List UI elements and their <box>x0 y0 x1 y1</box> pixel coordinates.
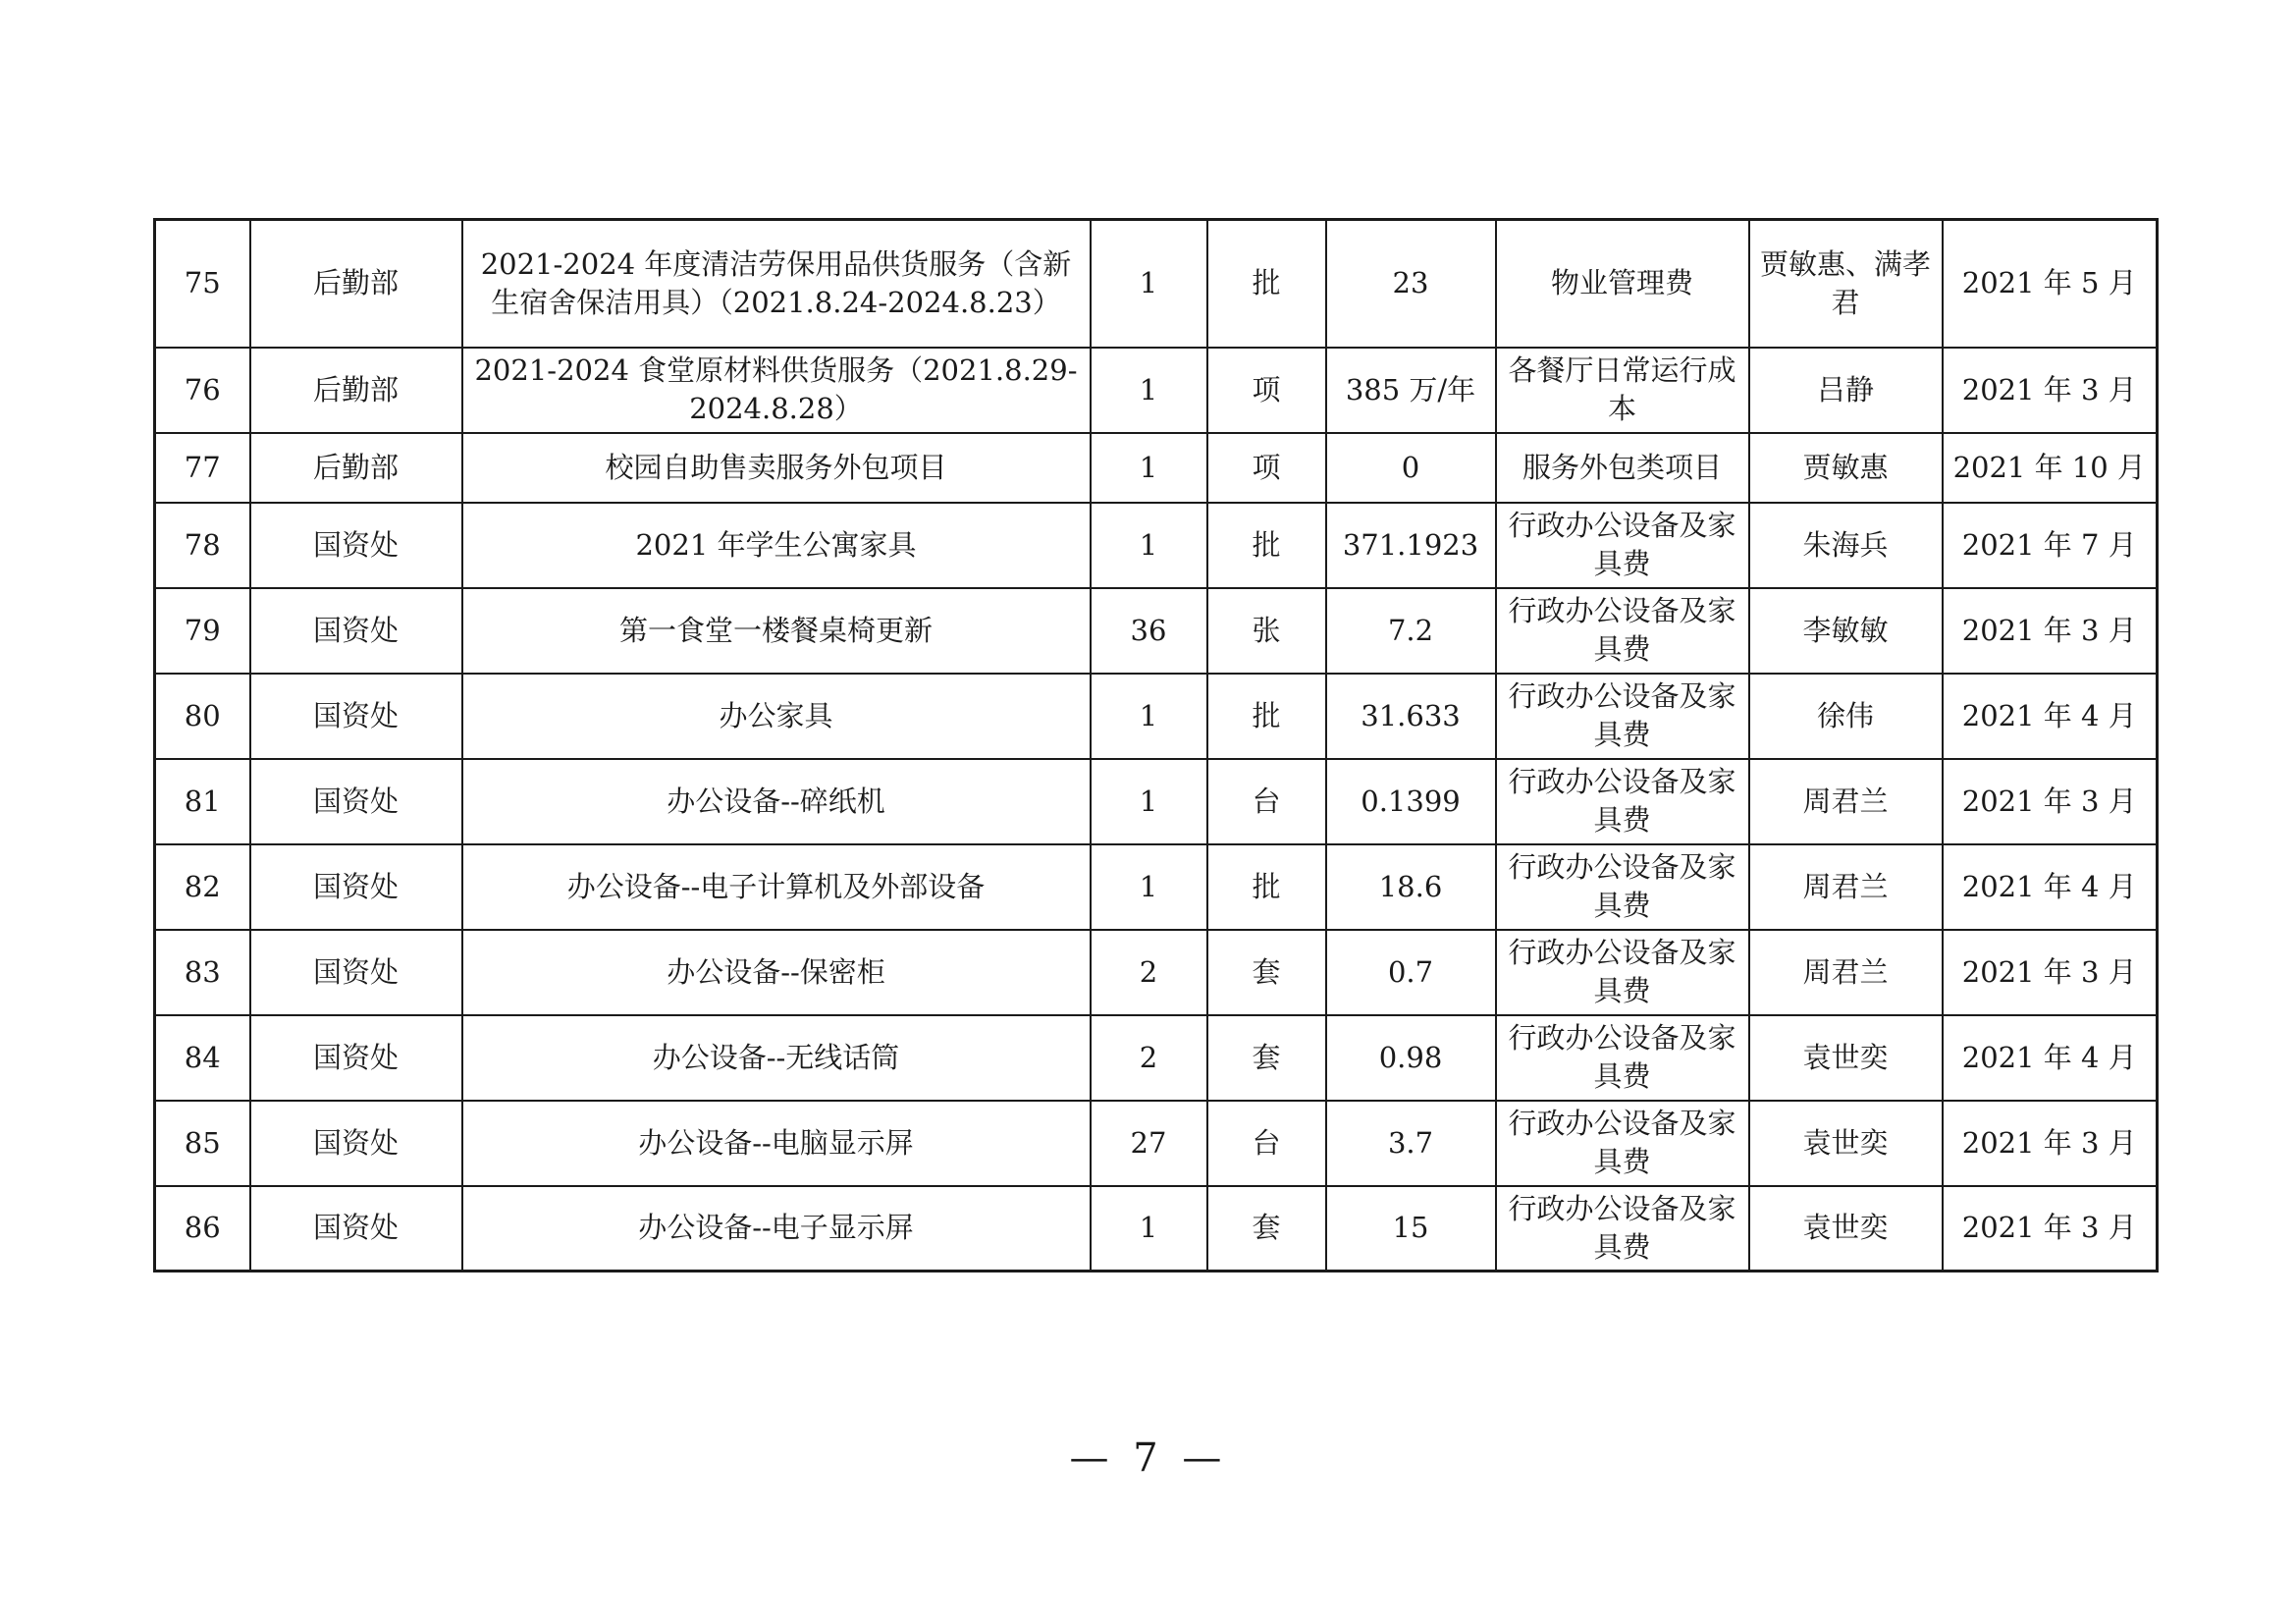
amount: 15 <box>1326 1186 1496 1272</box>
quantity: 1 <box>1091 674 1207 759</box>
row-number: 79 <box>155 588 250 674</box>
planned-date: 2021 年 4 月 <box>1943 674 2158 759</box>
unit: 张 <box>1207 588 1326 674</box>
unit: 项 <box>1207 433 1326 503</box>
planned-date: 2021 年 3 月 <box>1943 1101 2158 1186</box>
row-number: 82 <box>155 844 250 930</box>
department: 后勤部 <box>250 433 462 503</box>
department: 国资处 <box>250 1186 462 1272</box>
amount: 0.1399 <box>1326 759 1496 844</box>
planned-date: 2021 年 3 月 <box>1943 930 2158 1015</box>
funding-category: 行政办公设备及家具费 <box>1496 844 1749 930</box>
amount: 385 万/年 <box>1326 348 1496 433</box>
quantity: 1 <box>1091 759 1207 844</box>
contact-person: 袁世奕 <box>1749 1186 1943 1272</box>
department: 后勤部 <box>250 348 462 433</box>
quantity: 1 <box>1091 1186 1207 1272</box>
table-row <box>155 588 2158 674</box>
table-body <box>155 220 2158 1272</box>
planned-date: 2021 年 7 月 <box>1943 503 2158 588</box>
amount: 0 <box>1326 433 1496 503</box>
row-number: 81 <box>155 759 250 844</box>
funding-category: 行政办公设备及家具费 <box>1496 1101 1749 1186</box>
table-row <box>155 348 2158 433</box>
department: 国资处 <box>250 674 462 759</box>
funding-category: 行政办公设备及家具费 <box>1496 1015 1749 1101</box>
amount: 7.2 <box>1326 588 1496 674</box>
unit: 批 <box>1207 503 1326 588</box>
planned-date: 2021 年 4 月 <box>1943 844 2158 930</box>
table-row <box>155 433 2158 503</box>
table-row <box>155 503 2158 588</box>
department: 国资处 <box>250 503 462 588</box>
table-row <box>155 220 2158 348</box>
planned-date: 2021 年 3 月 <box>1943 348 2158 433</box>
table-row <box>155 759 2158 844</box>
project-name: 办公设备--电子显示屏 <box>462 1186 1091 1272</box>
table-row <box>155 674 2158 759</box>
department: 国资处 <box>250 1015 462 1101</box>
contact-person: 周君兰 <box>1749 759 1943 844</box>
project-name: 2021 年学生公寓家具 <box>462 503 1091 588</box>
table-row <box>155 1186 2158 1272</box>
quantity: 27 <box>1091 1101 1207 1186</box>
amount: 3.7 <box>1326 1101 1496 1186</box>
row-number: 78 <box>155 503 250 588</box>
quantity: 2 <box>1091 930 1207 1015</box>
unit: 批 <box>1207 844 1326 930</box>
quantity: 2 <box>1091 1015 1207 1101</box>
unit: 台 <box>1207 1101 1326 1186</box>
contact-person: 袁世奕 <box>1749 1015 1943 1101</box>
planned-date: 2021 年 3 月 <box>1943 588 2158 674</box>
planned-date: 2021 年 4 月 <box>1943 1015 2158 1101</box>
funding-category: 行政办公设备及家具费 <box>1496 759 1749 844</box>
department: 国资处 <box>250 844 462 930</box>
row-number: 77 <box>155 433 250 503</box>
row-number: 86 <box>155 1186 250 1272</box>
department: 国资处 <box>250 759 462 844</box>
project-name: 办公家具 <box>462 674 1091 759</box>
department: 国资处 <box>250 588 462 674</box>
department: 国资处 <box>250 930 462 1015</box>
funding-category: 行政办公设备及家具费 <box>1496 930 1749 1015</box>
project-name: 办公设备--保密柜 <box>462 930 1091 1015</box>
project-name: 校园自助售卖服务外包项目 <box>462 433 1091 503</box>
contact-person: 朱海兵 <box>1749 503 1943 588</box>
unit: 套 <box>1207 930 1326 1015</box>
row-number: 76 <box>155 348 250 433</box>
row-number: 84 <box>155 1015 250 1101</box>
contact-person: 李敏敏 <box>1749 588 1943 674</box>
quantity: 1 <box>1091 220 1207 348</box>
quantity: 1 <box>1091 433 1207 503</box>
project-name: 办公设备--无线话筒 <box>462 1015 1091 1101</box>
contact-person: 贾敏惠、满孝君 <box>1749 220 1943 348</box>
table-row <box>155 930 2158 1015</box>
amount: 23 <box>1326 220 1496 348</box>
funding-category: 行政办公设备及家具费 <box>1496 674 1749 759</box>
planned-date: 2021 年 3 月 <box>1943 759 2158 844</box>
unit: 套 <box>1207 1015 1326 1101</box>
planned-date: 2021 年 10 月 <box>1943 433 2158 503</box>
amount: 0.98 <box>1326 1015 1496 1101</box>
row-number: 75 <box>155 220 250 348</box>
contact-person: 吕静 <box>1749 348 1943 433</box>
unit: 套 <box>1207 1186 1326 1272</box>
project-name: 第一食堂一楼餐桌椅更新 <box>462 588 1091 674</box>
table-row <box>155 844 2158 930</box>
quantity: 1 <box>1091 503 1207 588</box>
table-row <box>155 1101 2158 1186</box>
funding-category: 物业管理费 <box>1496 220 1749 348</box>
department: 后勤部 <box>250 220 462 348</box>
row-number: 80 <box>155 674 250 759</box>
funding-category: 各餐厅日常运行成本 <box>1496 348 1749 433</box>
row-number: 83 <box>155 930 250 1015</box>
contact-person: 徐伟 <box>1749 674 1943 759</box>
contact-person: 贾敏惠 <box>1749 433 1943 503</box>
contact-person: 周君兰 <box>1749 930 1943 1015</box>
unit: 项 <box>1207 348 1326 433</box>
quantity: 1 <box>1091 844 1207 930</box>
planned-date: 2021 年 3 月 <box>1943 1186 2158 1272</box>
amount: 0.7 <box>1326 930 1496 1015</box>
project-name: 办公设备--电脑显示屏 <box>462 1101 1091 1186</box>
project-name: 办公设备--电子计算机及外部设备 <box>462 844 1091 930</box>
funding-category: 行政办公设备及家具费 <box>1496 503 1749 588</box>
table-row <box>155 1015 2158 1101</box>
planned-date: 2021 年 5 月 <box>1943 220 2158 348</box>
contact-person: 周君兰 <box>1749 844 1943 930</box>
row-number: 85 <box>155 1101 250 1186</box>
contact-person: 袁世奕 <box>1749 1101 1943 1186</box>
project-name: 2021-2024 年度清洁劳保用品供货服务（含新生宿舍保洁用具）（2021.8.24-2024.8.23） <box>462 220 1091 348</box>
funding-category: 行政办公设备及家具费 <box>1496 588 1749 674</box>
unit: 批 <box>1207 674 1326 759</box>
amount: 31.633 <box>1326 674 1496 759</box>
amount: 18.6 <box>1326 844 1496 930</box>
quantity: 1 <box>1091 348 1207 433</box>
project-name: 2021-2024 食堂原材料供货服务（2021.8.29-2024.8.28） <box>462 348 1091 433</box>
procurement-table <box>153 218 2159 1272</box>
amount: 371.1923 <box>1326 503 1496 588</box>
unit: 台 <box>1207 759 1326 844</box>
page-number: — 7 — <box>1069 1435 1228 1481</box>
funding-category: 行政办公设备及家具费 <box>1496 1186 1749 1272</box>
unit: 批 <box>1207 220 1326 348</box>
funding-category: 服务外包类项目 <box>1496 433 1749 503</box>
quantity: 36 <box>1091 588 1207 674</box>
department: 国资处 <box>250 1101 462 1186</box>
project-name: 办公设备--碎纸机 <box>462 759 1091 844</box>
